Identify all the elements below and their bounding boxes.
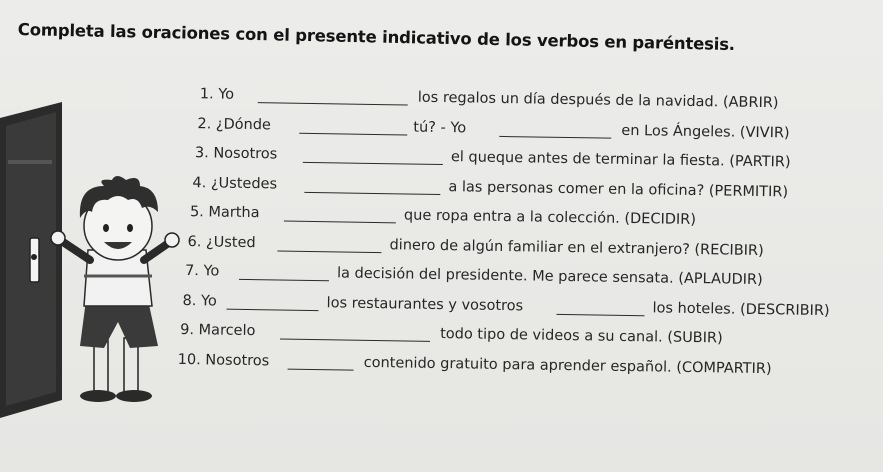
instructions-title: Completa las oraciones con el presente indicativo de los verbos en paréntesis. — [17, 20, 736, 55]
prompt-start: 10. Nosotros — [177, 351, 270, 369]
prompt-end: los hoteles. (DESCRIBIR) — [652, 299, 830, 319]
answer-blank[interactable] — [277, 250, 381, 253]
answer-blank[interactable] — [284, 221, 396, 224]
answer-blank[interactable] — [556, 313, 644, 315]
prompt-end: dinero de algún familiar en el extranjero? (RECIBIR) — [389, 236, 764, 259]
prompt-start: 2. ¿Dónde — [197, 115, 272, 133]
prompt-end: los regalos un día después de la navidad. (ABRIR) — [417, 89, 779, 112]
prompt-start: 3. Nosotros — [194, 145, 278, 163]
prompt-middle: los restaurantes y vosotros — [326, 294, 524, 314]
answer-blank[interactable] — [499, 135, 611, 138]
answer-blank[interactable] — [258, 102, 408, 105]
prompt-start: 8. Yo — [182, 292, 218, 310]
prompt-end: contenido gratuito para aprender español. (COMPARTIR) — [363, 354, 772, 377]
prompt-end: todo tipo de videos a su canal. (SUBIR) — [440, 326, 723, 347]
prompt-end: en Los Ángeles. (VIVIR) — [621, 122, 790, 141]
prompt-middle: tú? - Yo — [413, 119, 467, 136]
answer-blank[interactable] — [226, 308, 318, 310]
answer-blank[interactable] — [288, 368, 354, 370]
prompt-start: 6. ¿Usted — [187, 233, 256, 251]
prompt-start: 4. ¿Ustedes — [192, 174, 278, 192]
prompt-start: 1. Yo — [199, 86, 235, 103]
answer-blank[interactable] — [239, 279, 329, 281]
exercise-list — [177, 86, 876, 392]
prompt-end: el queque antes de terminar la fiesta. (PARTIR) — [450, 149, 791, 171]
answer-blank[interactable] — [280, 339, 430, 342]
boy-and-door-illustration — [0, 100, 200, 430]
prompt-start: 5. Martha — [189, 204, 260, 222]
prompt-start: 9. Marcelo — [180, 321, 256, 340]
prompt-end: la decisión del presidente. Me parece sensata. (APLAUDIR) — [336, 265, 763, 289]
prompt-start: 7. Yo — [184, 263, 220, 280]
answer-blank[interactable] — [303, 162, 443, 165]
prompt-end: a las personas comer en la oficina? (PERMITIR) — [448, 178, 789, 200]
answer-blank[interactable] — [299, 132, 407, 135]
answer-blank[interactable] — [304, 191, 440, 194]
prompt-end: que ropa entra a la colección. (DECIDIR) — [403, 207, 697, 229]
